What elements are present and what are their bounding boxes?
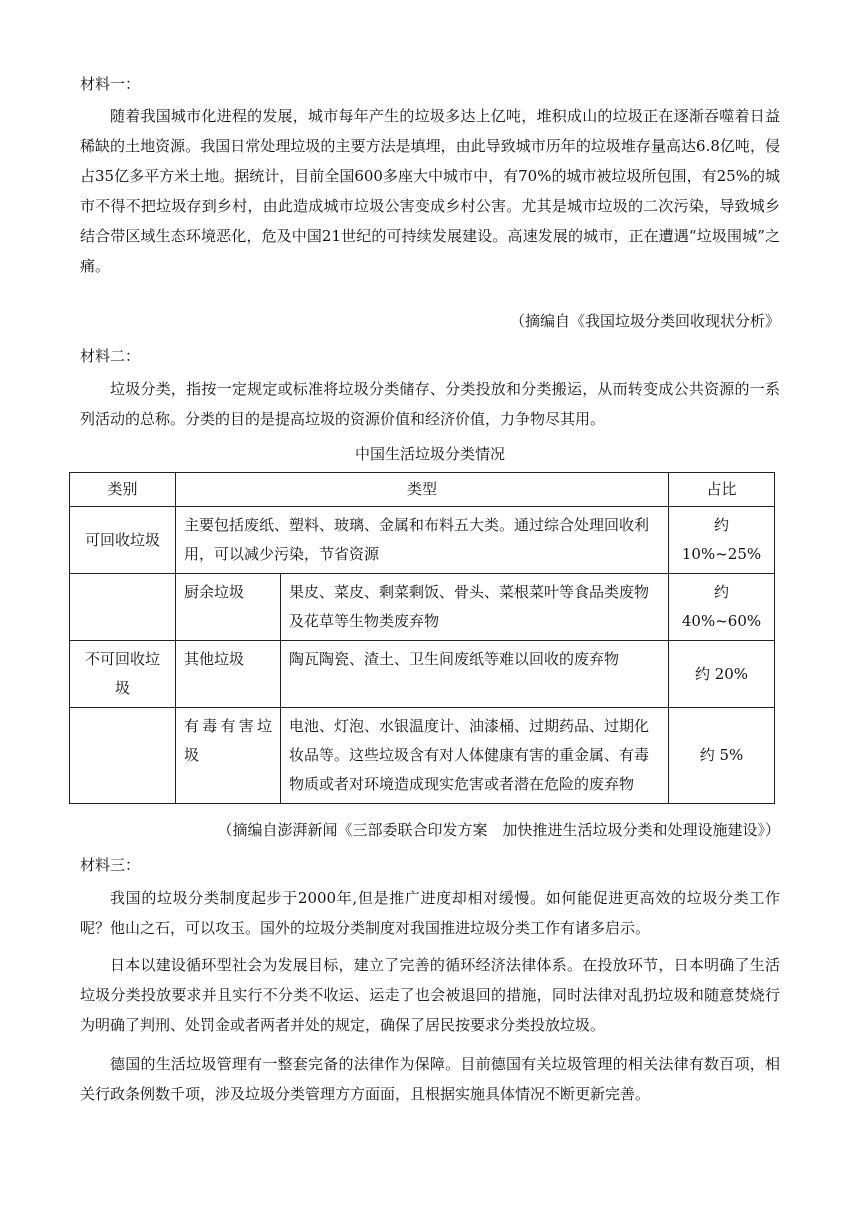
table-row [70,708,775,804]
table-row [70,574,775,641]
material-3-paragraph-3: 德国的生活垃圾管理有一整套完备的法律作为保障。目前德国有关垃圾管理的相关法律有数百项，相关行政条例数千项，涉及垃圾分类管理方方面面，且根据实施具体情况不断更新完善。 [80,1055,780,1103]
recyclable-ratio-cell: 约 10%~25% [669,507,775,574]
material-3-heading: 材料三： [80,856,141,874]
empty-category-cell [70,574,176,641]
material-2-heading: 材料二： [80,347,141,365]
non-recyclable-category-cell: 不可回收垃圾 [70,641,176,708]
material-2-paragraph: 垃圾分类，指按一定规定或标准将垃圾分类储存、分类投放和分类搬运，从而转变成公共资源的一系列活动的总称。分类的目的是提高垃圾的资源价值和经济价值，力争物尽其用。 [80,380,780,428]
table-header-row [70,473,775,507]
header-type: 类型 [176,473,669,507]
material-1-paragraph: 随着我国城市化进程的发展，城市每年产生的垃圾多达上亿吨，堆积成山的垃圾正在逐渐吞噬着日益稀缺的土地资源。我国日常处理垃圾的主要方法是填埋，由此导致城市历年的垃圾堆存量高达6.8亿吨，侵占35亿多平方米土地。据统计，目前全国600多座大中城市中，有70%的城市被垃圾所包围，有25%的城市不得不把垃圾存到乡村，由此造成城市垃圾公害变成乡村公害。尤其是城市垃圾的二次污染，导致城乡结合带区域生态环境恶化，危及中国21世纪的可持续发展建设。高速发展的城市，正在遭遇“垃圾围城”之痛。 [80,107,780,275]
header-category: 类别 [70,473,176,507]
material-1-heading: 材料一： [80,75,141,93]
hazardous-waste-description-cell: 电池、灯泡、水银温度计、油漆桶、过期药品、过期化妆品等。这些垃圾含有对人体健康有害的重金属、有毒物质或者对环境造成现实危害或者潜在危险的废弃物 [281,708,669,804]
kitchen-waste-ratio-cell: 约 40%~60% [669,574,775,641]
material-3-paragraph-2: 日本以建设循环型社会为发展目标，建立了完善的循环经济法律体系。在投放环节，日本明确了生活垃圾分类投放要求并且实行不分类不收运、运走了也会被退回的措施，同时法律对乱扔垃圾和随意焚烧行为明确了判刑、处罚金或者两者并处的规定，确保了居民按要求分类投放垃圾。 [80,956,780,1034]
material-1-source: （摘编自《我国垃圾分类回收现状分析》 [509,312,780,330]
material-3-paragraph-1: 我国的垃圾分类制度起步于2000年,但是推广进度却相对缓慢。如何能促进更高效的垃圾分类工作呢？他山之石，可以攻玉。国外的垃圾分类制度对我国推进垃圾分类工作有诸多启示。 [80,889,780,937]
material-2-source: （摘编自澎湃新闻《三部委联合印发方案 加快推进生活垃圾分类和处理设施建设》） [217,821,780,839]
empty-category-cell [70,708,176,804]
hazardous-waste-subtype-cell: 有毒有害垃圾 [176,708,281,804]
other-waste-description-cell: 陶瓦陶瓷、渣土、卫生间废纸等难以回收的废弃物 [281,641,669,708]
recyclable-category-cell: 可回收垃圾 [70,507,176,574]
kitchen-waste-subtype-cell: 厨余垃圾 [176,574,281,641]
table-row [70,507,775,574]
table-row [70,641,775,708]
waste-classification-table [69,472,775,804]
kitchen-waste-description-cell: 果皮、菜皮、剩菜剩饭、骨头、菜根菜叶等食品类废物及花草等生物类废弃物 [281,574,669,641]
hazardous-waste-ratio-cell: 约 5% [669,708,775,804]
table-caption: 中国生活垃圾分类情况 [354,445,505,463]
recyclable-description-cell: 主要包括废纸、塑料、玻璃、金属和布料五大类。通过综合处理回收利用，可以减少污染，节省资源 [176,507,669,574]
other-waste-subtype-cell: 其他垃圾 [176,641,281,708]
header-ratio: 占比 [669,473,775,507]
other-waste-ratio-cell: 约 20% [669,641,775,708]
